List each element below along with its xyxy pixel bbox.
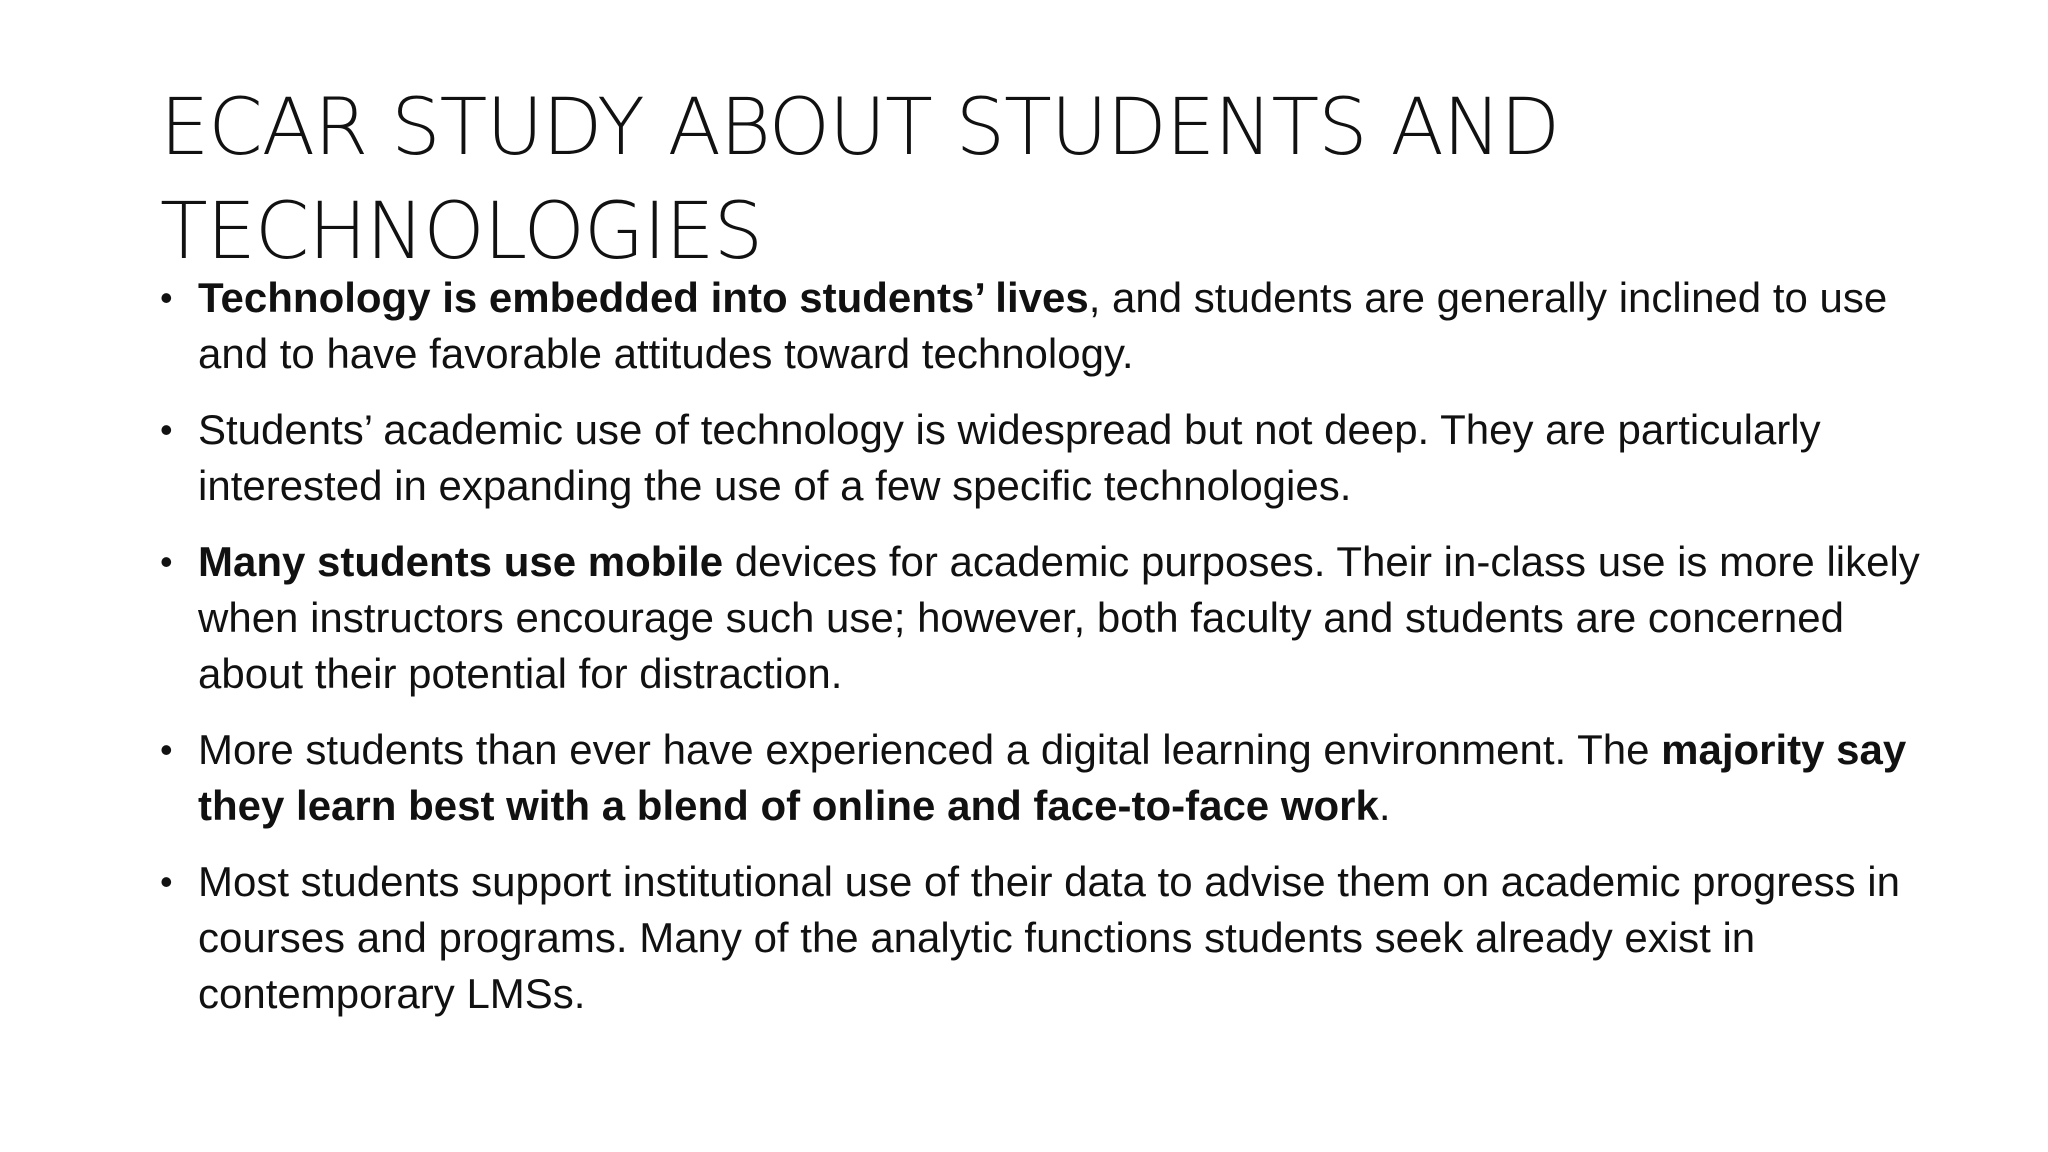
bullet-item-4 — [160, 722, 1920, 834]
bullet-4-text-before: More students than ever have experienced a digital learning environment. The — [198, 726, 1662, 773]
bullet-5-text: Most students support institutional use of their data to advise them on academic progress in courses and programs. Many of the analytic functions students seek already exist in contemporary LMSs. — [198, 858, 1900, 1017]
bullet-dot-icon: • — [160, 729, 173, 770]
bullet-item-2 — [160, 402, 1920, 514]
bullet-item-1 — [160, 270, 1920, 382]
bullet-4-bold-text: majority say they learn best with a blend of online and face-to-face work — [198, 726, 1907, 829]
bullet-item-3 — [160, 534, 1920, 702]
bullet-2-text: Students’ academic use of technology is widespread but not deep. They are particularly interested in expanding the use of a few specific technologies. — [198, 406, 1821, 509]
bullet-dot-icon: • — [160, 861, 173, 902]
bullet-1-bold-text: Technology is embedded into students’ lives — [198, 274, 1089, 321]
bullet-dot-icon: • — [160, 541, 173, 582]
bullet-item-5 — [160, 854, 1920, 1022]
slide-title: ECAR STUDY ABOUT STUDENTS AND TECHNOLOGIES — [160, 83, 1560, 277]
bullet-1-text: , and students are generally inclined to use and to have favorable attitudes toward technology. — [198, 274, 1888, 377]
bullet-3-bold-text: Many students use mobile — [198, 538, 724, 585]
bullet-dot-icon: • — [160, 409, 173, 450]
bullet-3-text: devices for academic purposes. Their in-class use is more likely when instructors encourage such use; however, both faculty and students are concerned about their potential for distraction. — [198, 538, 1920, 697]
bullet-4-text-after: . — [1378, 782, 1391, 829]
bullet-list — [160, 270, 1920, 1042]
bullet-dot-icon: • — [160, 277, 173, 318]
